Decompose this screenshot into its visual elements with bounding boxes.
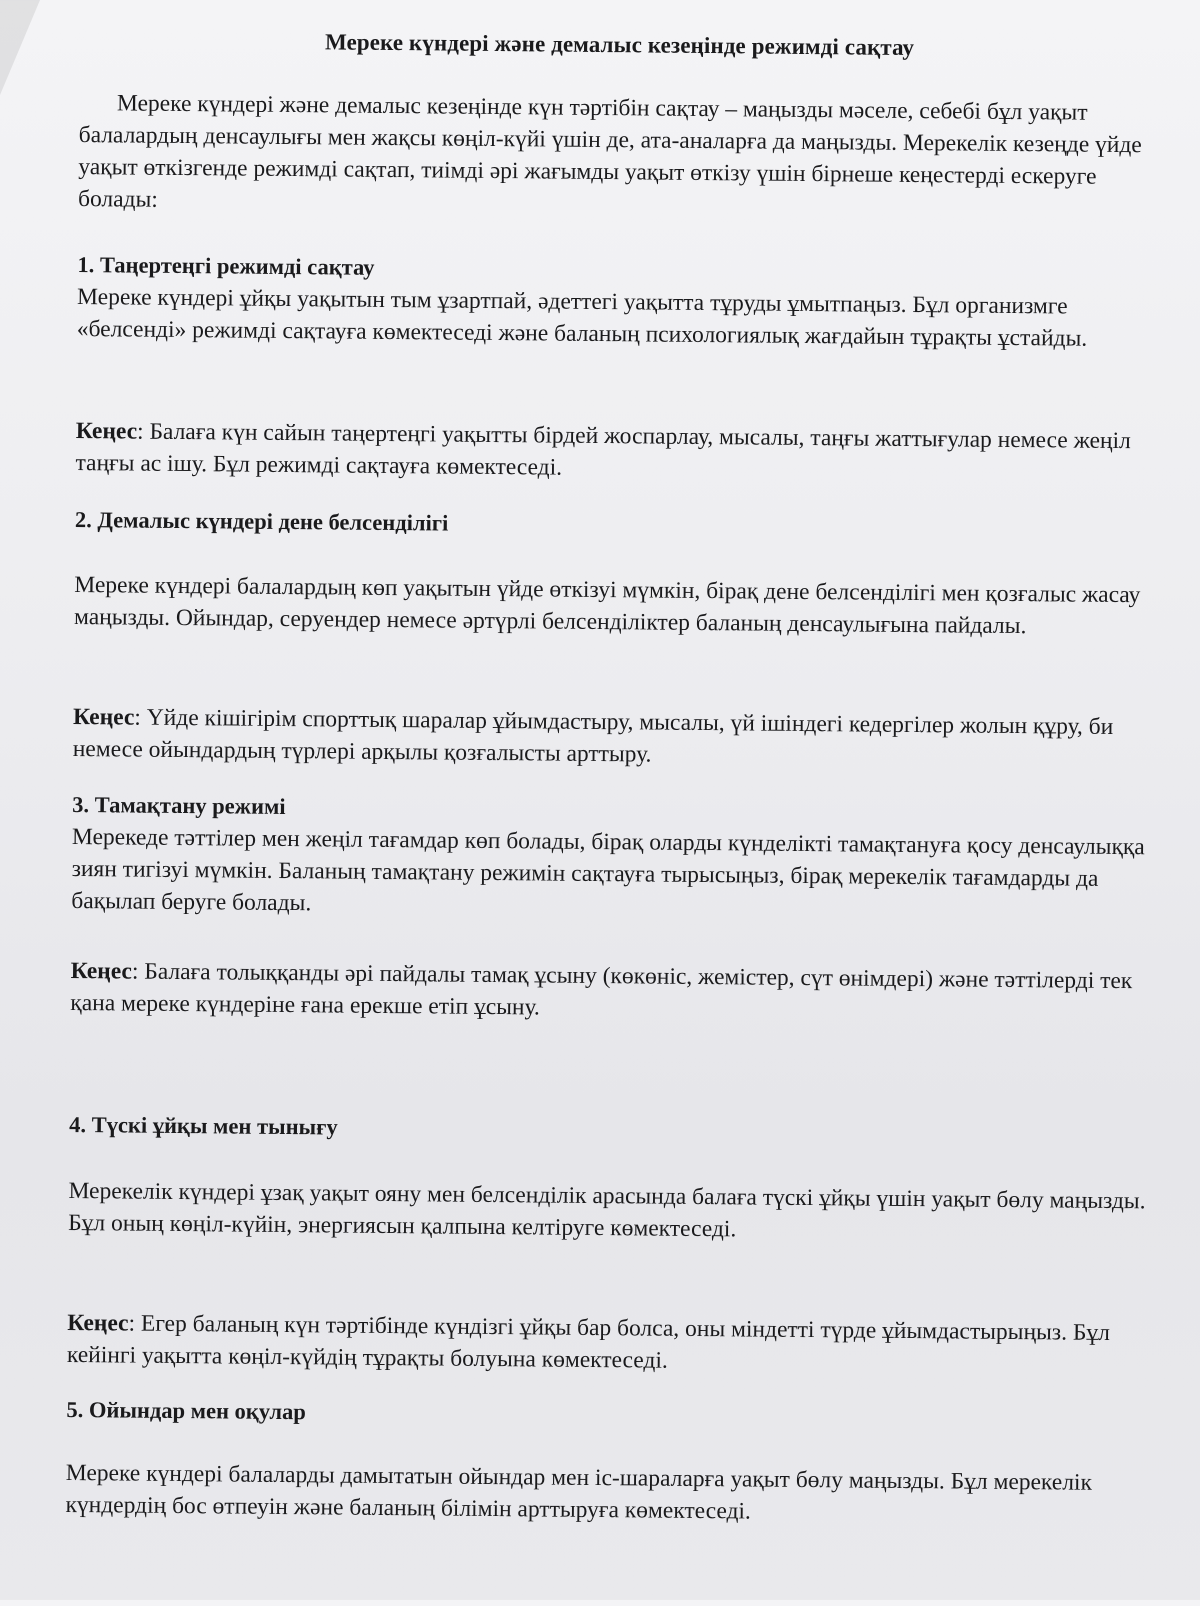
tip-text: : Балаға күн сайын таңертеңгі уақытты бірдей жоспарлау, мысалы, таңғы жаттығулар немесе жеңіл таңғы ас ішу. Бұл режимді сақтауға көмектеседі.	[75, 418, 1131, 481]
tip-text: : Балаға толыққанды әрі пайдалы тамақ ұсыну (көкөніс, жемістер, сүт өнімдері) және тәттілерді тек қана мереке күндеріне ғана ерекше етіп ұсыну.	[70, 958, 1133, 1021]
tip-label: Кеңес	[72, 703, 135, 731]
intro-paragraph: Мереке күндері және демалыс кезеңінде күн тәртібін сақтау – маңызды мәселе, себебі бұл уақыт балалардың денсаулығы мен жақсы көңіл-күйі үшін де, ата-аналарға да маңызды. Мерекелік кезеңде үйде уақыт өткізгенде режимді сақтап, тиімді әрі жағымды уақыт өткізу үшін бірнеше кеңестерді ескеруге болады:	[77, 90, 1142, 213]
section-1-tip	[75, 415, 1156, 489]
section-3-body: Мерекеде тәттілер мен жеңіл тағамдар көп болады, бірақ оларды күнделікті тамақтануға қосу денсаулыққа зиян тигізуі мүмкін. Баланың тамақтану режимін сақтауға тырысыңыз, бірақ мерекелік тағамдарды да бақылап беруге болады.	[71, 823, 1145, 917]
section-1-body: Мереке күндері ұйқы уақытын тым ұзартпай, әдеттегі уақытта тұруды ұмытпаңыз. Бұл организмге «белсенді» режимді сақтауға көмектеседі және баланың психологиялық жағдайын тұрақты ұстайды.	[76, 283, 1088, 352]
section-3-tip	[70, 955, 1151, 1029]
section-5-heading: 5. Ойындар мен оқулар	[66, 1396, 307, 1425]
tip-label: Кеңес	[70, 957, 133, 985]
section-4-tip	[67, 1307, 1148, 1381]
section-2-body: Мереке күндері балалардың көп уақытын үйде өткізуі мүмкін, бірақ дене белсенділігі мен қозғалыс жасау маңызды. Ойындар, серуендер немесе әртүрлі белсенділіктер баланың денсаулығына пайдалы.	[73, 571, 1141, 640]
section-5-body: Мереке күндері балаларды дамытатын ойындар мен іс-шараларға уақыт бөлу маңызды. Бұл мерекелік күндердің бос өтпеуін және баланың білімін арттыруға көмектеседі.	[65, 1459, 1093, 1525]
section-2-tip	[73, 701, 1154, 775]
tip-label: Кеңес	[67, 1309, 129, 1337]
tip-text: : Егер баланың күн тәртібінде күндізгі ұйқы бар болса, оны міндетті түрде ұйымдастырыңыз. Бұл кейінгі уақытта көңіл-күйдің тұрақты болуына көмектеседі.	[66, 1310, 1111, 1374]
section-2-heading: 2. Демалыс күндері дене белсенділігі	[74, 506, 449, 536]
document-title: Мереке күндері және демалыс кезеңінде режимді сақтау	[324, 29, 915, 61]
section-3-heading: 3. Тамақтану режимі	[72, 791, 286, 820]
tip-label: Кеңес	[75, 417, 138, 445]
section-4-body: Мерекелік күндері ұзақ уақыт ояну мен белсенділік арасында балаға түскі ұйқы үшін уақыт бөлу маңызды. Бұл оның көңіл-күйін, энергиясын қалпына келтіруге көмектеседі.	[68, 1177, 1146, 1243]
tip-text: : Үйде кішігірім спорттық шаралар ұйымдастыру, мысалы, үй ішіндегі кедергілер жолын құру, би немесе ойындардың түрлері арқылы қозғалысты арттыру.	[72, 704, 1114, 768]
section-4-heading: 4. Түскі ұйқы мен тынығу	[69, 1111, 338, 1140]
section-1-heading: 1. Таңертеңгі режимді сақтау	[77, 251, 375, 280]
